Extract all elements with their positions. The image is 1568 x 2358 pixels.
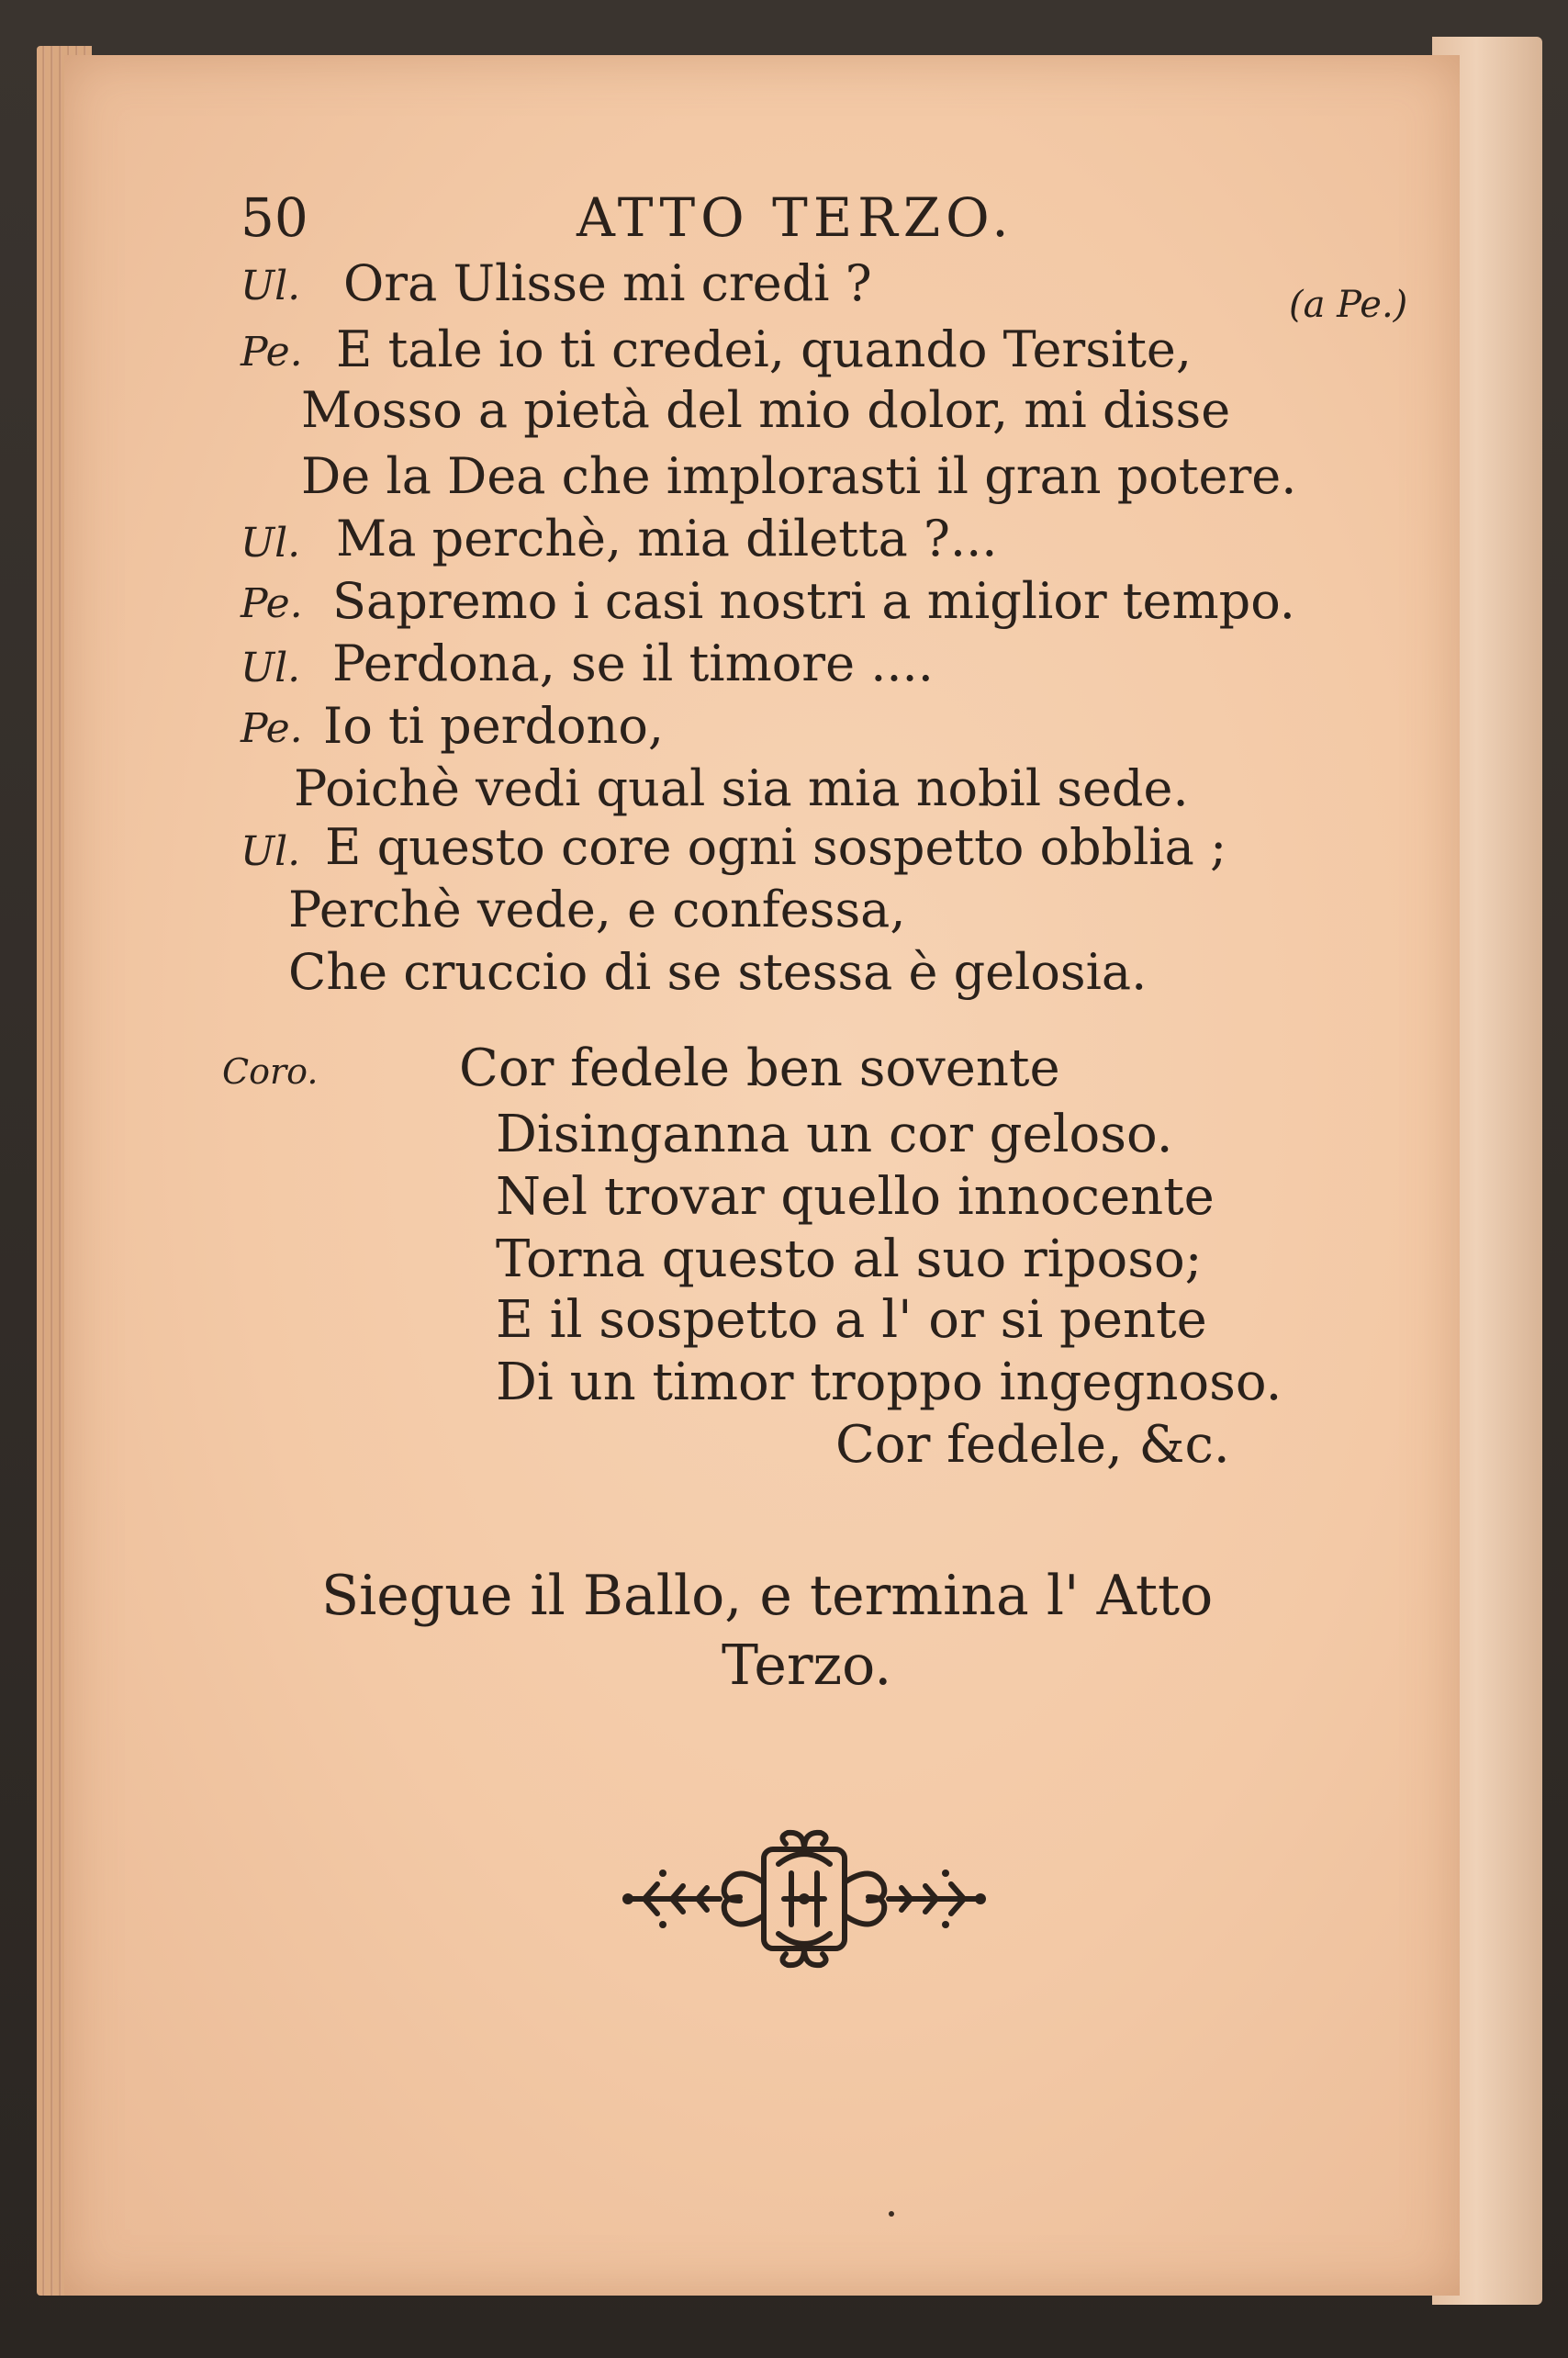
dialogue-line: Perdona, se il timore .... (332, 634, 934, 692)
stage-aside: (a Pe.) (1289, 284, 1408, 326)
speaker-label: Pe. (241, 705, 303, 752)
dialogue-line: Sapremo i casi nostri a miglior tempo. (332, 572, 1295, 630)
chorus-line: Nel trovar quello innocente (496, 1167, 1215, 1227)
dialogue-line: Che cruccio di se stessa è gelosia. (288, 943, 1148, 1001)
chorus-label: Coro. (222, 1051, 319, 1092)
speaker-label: Ul. (241, 645, 301, 691)
speaker-label: Ul. (241, 263, 301, 309)
chorus-refrain: Cor fedele, &c. (835, 1415, 1230, 1475)
speaker-label: Ul. (241, 520, 301, 567)
dialogue-line: De la Dea che implorasti il gran potere. (301, 447, 1297, 505)
page-number: 50 (241, 186, 308, 249)
chorus-line: Disinganna un cor geloso. (496, 1105, 1173, 1164)
dialogue-line: Perchè vede, e confessa, (288, 881, 906, 938)
stage-direction-line: Siegue il Ballo, e termina l' Atto (321, 1564, 1214, 1628)
fleuron-ornament (617, 1827, 991, 1971)
dialogue-line: E questo core ogni sospetto obblia ; (325, 818, 1227, 876)
running-title: ATTO TERZO. (577, 186, 1014, 249)
dialogue-line: Ora Ulisse mi credi ? (343, 254, 872, 312)
dialogue-line: Io ti perdono, (323, 697, 665, 755)
chorus-line: Torna questo al suo riposo; (496, 1230, 1203, 1289)
stage-direction-line: Terzo. (722, 1634, 892, 1698)
dialogue-line: Mosso a pietà del mio dolor, mi disse (301, 381, 1231, 439)
speaker-label: Pe. (241, 329, 303, 376)
ink-speck (889, 2211, 894, 2217)
speaker-label: Ul. (241, 828, 301, 875)
dialogue-line: Poichè vedi qual sia mia nobil sede. (294, 759, 1189, 817)
speaker-label: Pe. (241, 580, 303, 627)
dialogue-line: E tale io ti credei, quando Tersite, (336, 320, 1193, 378)
chorus-line: E il sospetto a l' or si pente (496, 1290, 1207, 1350)
chorus-line: Di un timor troppo ingegnoso. (496, 1353, 1282, 1412)
dialogue-line: Ma perchè, mia diletta ?... (336, 510, 998, 567)
chorus-line: Cor fedele ben sovente (459, 1039, 1060, 1098)
